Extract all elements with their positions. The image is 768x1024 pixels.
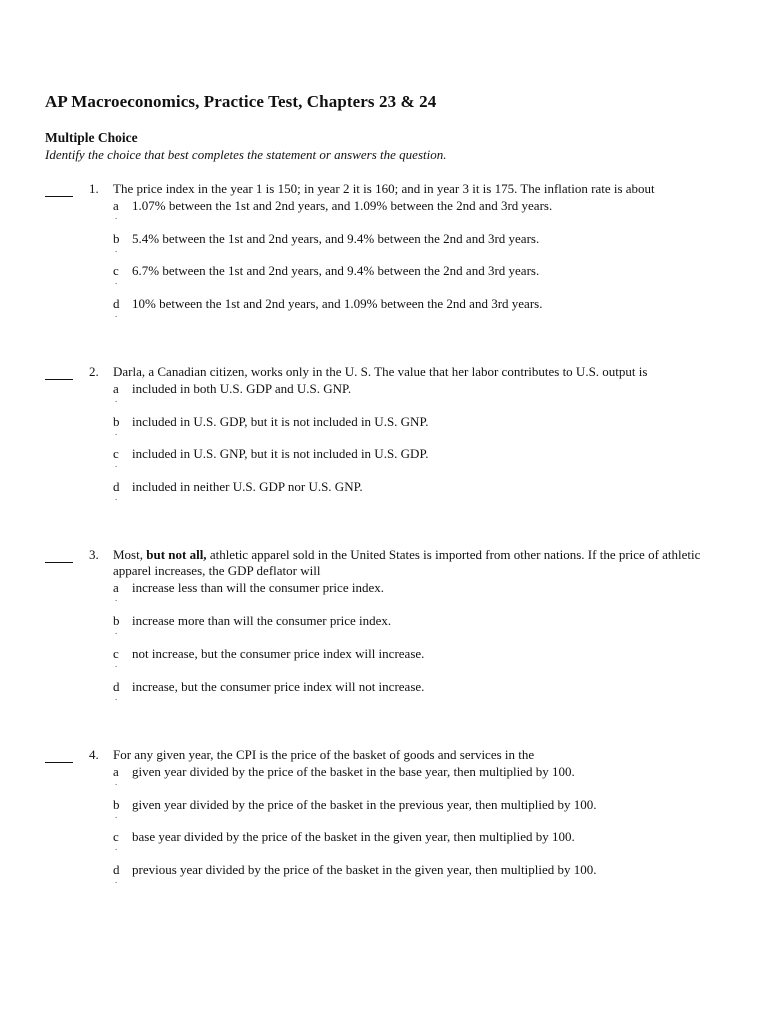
choice-dot: . [115,692,118,702]
choice-dot: . [115,626,118,636]
question-number: 1. [89,181,99,196]
choice-text: given year divided by the price of the basket in the base year, then multiplied by 100. [132,764,575,779]
choice-dot: . [115,244,118,254]
choice-dot: . [115,659,118,669]
choice-dot: . [115,593,118,603]
choice-text: 10% between the 1st and 2nd years, and 1.09% between the 2nd and 3rd years. [132,296,543,311]
choice-dot: . [115,427,118,437]
choice-text: 1.07% between the 1st and 2nd years, and 1.09% between the 2nd and 3rd years. [132,198,553,213]
stem-suffix: athletic apparel sold in the United States is imported from other nations. If the price of athletic apparel increases, the GDP deflator will [113,547,701,578]
choice-dot: . [115,394,118,404]
choice-letter: d [113,679,120,694]
choice-d [113,479,713,512]
choice-dot: . [115,459,118,469]
choice-text: increase less than will the consumer price index. [132,580,384,595]
choice-letter: c [113,446,119,461]
choice-d [113,679,713,712]
choice-dot: . [115,492,118,502]
choice-b [113,613,713,646]
choice-letter: a [113,198,119,213]
choice-c [113,646,713,679]
choice-letter: b [113,231,120,246]
question-stem: For any given year, the CPI is the price of the basket of goods and services in the [113,747,535,762]
choice-d [113,296,713,329]
choice-dot: . [115,309,118,319]
question-stem: The price index in the year 1 is 150; in year 2 it is 160; and in year 3 it is 175. The inflation rate is about [113,181,655,196]
choice-text: included in neither U.S. GDP nor U.S. GNP. [132,479,363,494]
choice-a [113,198,713,231]
choice-letter: a [113,381,119,396]
choice-dot: . [115,810,118,820]
choice-text: increase more than will the consumer price index. [132,613,392,628]
choice-letter: a [113,580,119,595]
choice-text: included in U.S. GNP, but it is not included in U.S. GDP. [132,446,429,461]
choice-letter: a [113,764,119,779]
answer-blank[interactable] [45,550,73,563]
choice-text: included in both U.S. GDP and U.S. GNP. [132,381,352,396]
choice-dot: . [115,777,118,787]
instructions-text: Identify the choice that best completes the statement or answers the question. [45,147,447,162]
choice-letter: b [113,414,120,429]
choice-text: base year divided by the price of the basket in the given year, then multiplied by 100. [132,829,575,844]
choice-letter: d [113,296,120,311]
answer-blank[interactable] [45,367,73,380]
choice-b [113,231,713,264]
stem-emphasis: but not all, [146,547,207,562]
choice-text: 6.7% between the 1st and 2nd years, and 9.4% between the 2nd and 3rd years. [132,263,540,278]
question-number: 4. [89,747,99,762]
choice-b [113,797,713,830]
choice-dot: . [115,842,118,852]
choice-letter: d [113,479,120,494]
choice-c [113,263,713,296]
choice-c [113,829,713,862]
answer-blank[interactable] [45,750,73,763]
choice-a [113,381,713,414]
choice-letter: c [113,263,119,278]
page-title: AP Macroeconomics, Practice Test, Chapters 23 & 24 [45,92,437,111]
choice-dot: . [115,276,118,286]
choice-text: given year divided by the price of the basket in the previous year, then multiplied by 100. [132,797,597,812]
choice-a [113,764,713,797]
question-number: 3. [89,547,99,562]
choice-text: increase, but the consumer price index will not increase. [132,679,425,694]
question-stem: Darla, a Canadian citizen, works only in the U. S. The value that her labor contributes to U.S. output is [113,364,648,379]
stem-prefix: Most, [113,547,147,562]
question-number: 2. [89,364,99,379]
choice-a [113,580,713,613]
choice-letter: c [113,646,119,661]
answer-blank[interactable] [45,184,73,197]
choice-text: previous year divided by the price of the basket in the given year, then multiplied by 100. [132,862,597,877]
choice-text: 5.4% between the 1st and 2nd years, and 9.4% between the 2nd and 3rd years. [132,231,540,246]
choice-letter: b [113,797,120,812]
choice-text: included in U.S. GDP, but it is not included in U.S. GNP. [132,414,429,429]
choice-letter: b [113,613,120,628]
section-heading: Multiple Choice [45,130,138,145]
choice-b [113,414,713,447]
choice-text: not increase, but the consumer price index will increase. [132,646,425,661]
choice-d [113,862,713,895]
question-stem [113,547,703,579]
choice-letter: d [113,862,120,877]
choice-dot: . [115,211,118,221]
choice-dot: . [115,875,118,885]
choice-c [113,446,713,479]
choice-letter: c [113,829,119,844]
